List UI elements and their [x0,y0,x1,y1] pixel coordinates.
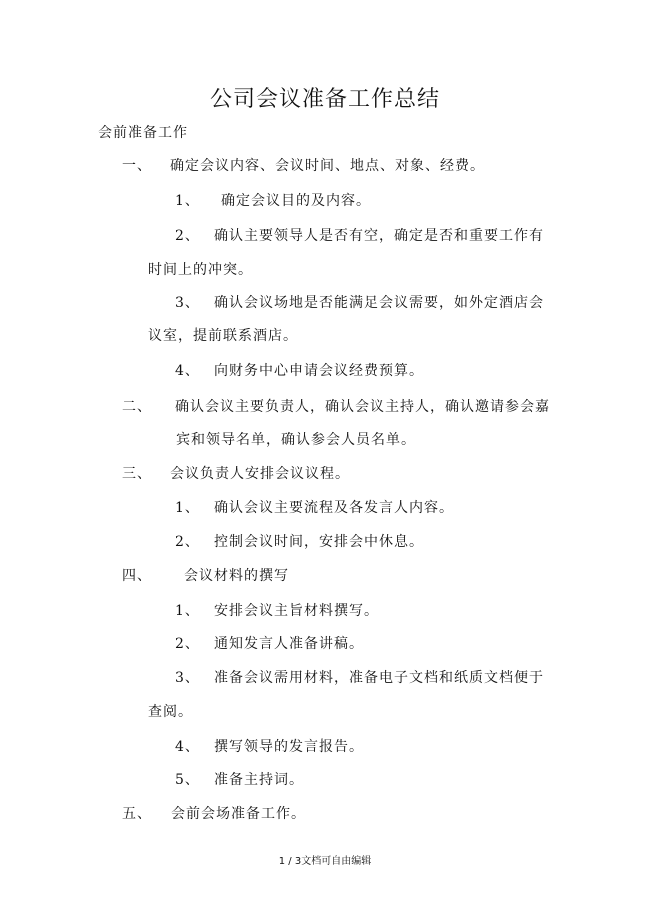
list-item [175,769,304,789]
item-text: 确定会议目的及内容。 [221,193,371,209]
item-number: 四、 [122,568,152,584]
list-item [175,667,544,687]
item-text: 向财务中心申请会议经费预算。 [214,363,424,379]
item-number: 1、 [175,193,200,209]
page-footer: 1 / 3文档可自由编辑 [278,856,372,867]
item-text: 撰写领导的发言报告。 [214,739,364,755]
list-item [175,633,364,653]
list-item [175,736,364,756]
item-text: 安排会议主旨材料撰写。 [214,603,379,619]
item-continuation: 时间上的冲突。 [148,262,253,278]
list-item [175,531,424,551]
item-continuation: 宾和领导名单，确认参会人员名单。 [176,432,416,448]
item-number: 3、 [175,670,200,686]
section-heading: 会前准备工作 [98,125,188,141]
item-text: 确认会议主要负责人，确认会议主持人，确认邀请参会嘉 [175,399,550,415]
list-item [175,292,544,312]
list-item [122,155,485,175]
list-item [175,190,371,210]
item-text: 控制会议时间，安排会中休息。 [214,534,424,550]
item-text: 会前会场准备工作。 [171,806,306,822]
item-text: 通知发言人准备讲稿。 [214,636,364,652]
item-text: 会议材料的撰写 [184,568,289,584]
item-number: 5、 [175,772,200,788]
item-text: 准备主持词。 [214,772,304,788]
item-number: 一、 [122,158,152,174]
item-continuation: 查阅。 [148,704,193,720]
item-text: 确认主要领导人是否有空，确定是否和重要工作有 [214,228,544,244]
list-item [175,360,424,380]
item-number: 二、 [122,399,152,415]
page-title: 公司会议准备工作总结 [209,87,440,112]
item-text: 准备会议需用材料，准备电子文档和纸质文档便于 [214,670,544,686]
item-number: 1、 [175,500,200,516]
item-text: 会议负责人安排会议议程。 [170,466,350,482]
item-number: 4、 [175,739,200,755]
item-text: 确定会议内容、会议时间、地点、对象、经费。 [170,158,485,174]
list-item [122,463,350,483]
item-number: 2、 [175,534,200,550]
item-text: 确认会议主要流程及各发言人内容。 [214,500,454,516]
item-number: 3、 [175,295,200,311]
list-item [175,600,379,620]
item-number: 2、 [175,636,200,652]
item-number: 五、 [122,806,152,822]
list-item [175,497,454,517]
list-item [122,396,550,416]
item-number: 2、 [175,228,200,244]
list-item [122,803,306,823]
item-number: 1、 [175,603,200,619]
item-number: 三、 [122,466,152,482]
item-text: 确认会议场地是否能满足会议需要，如外定酒店会 [214,295,544,311]
list-item [122,565,289,585]
item-number: 4、 [175,363,200,379]
item-continuation: 议室，提前联系酒店。 [148,328,298,344]
list-item [175,225,544,245]
